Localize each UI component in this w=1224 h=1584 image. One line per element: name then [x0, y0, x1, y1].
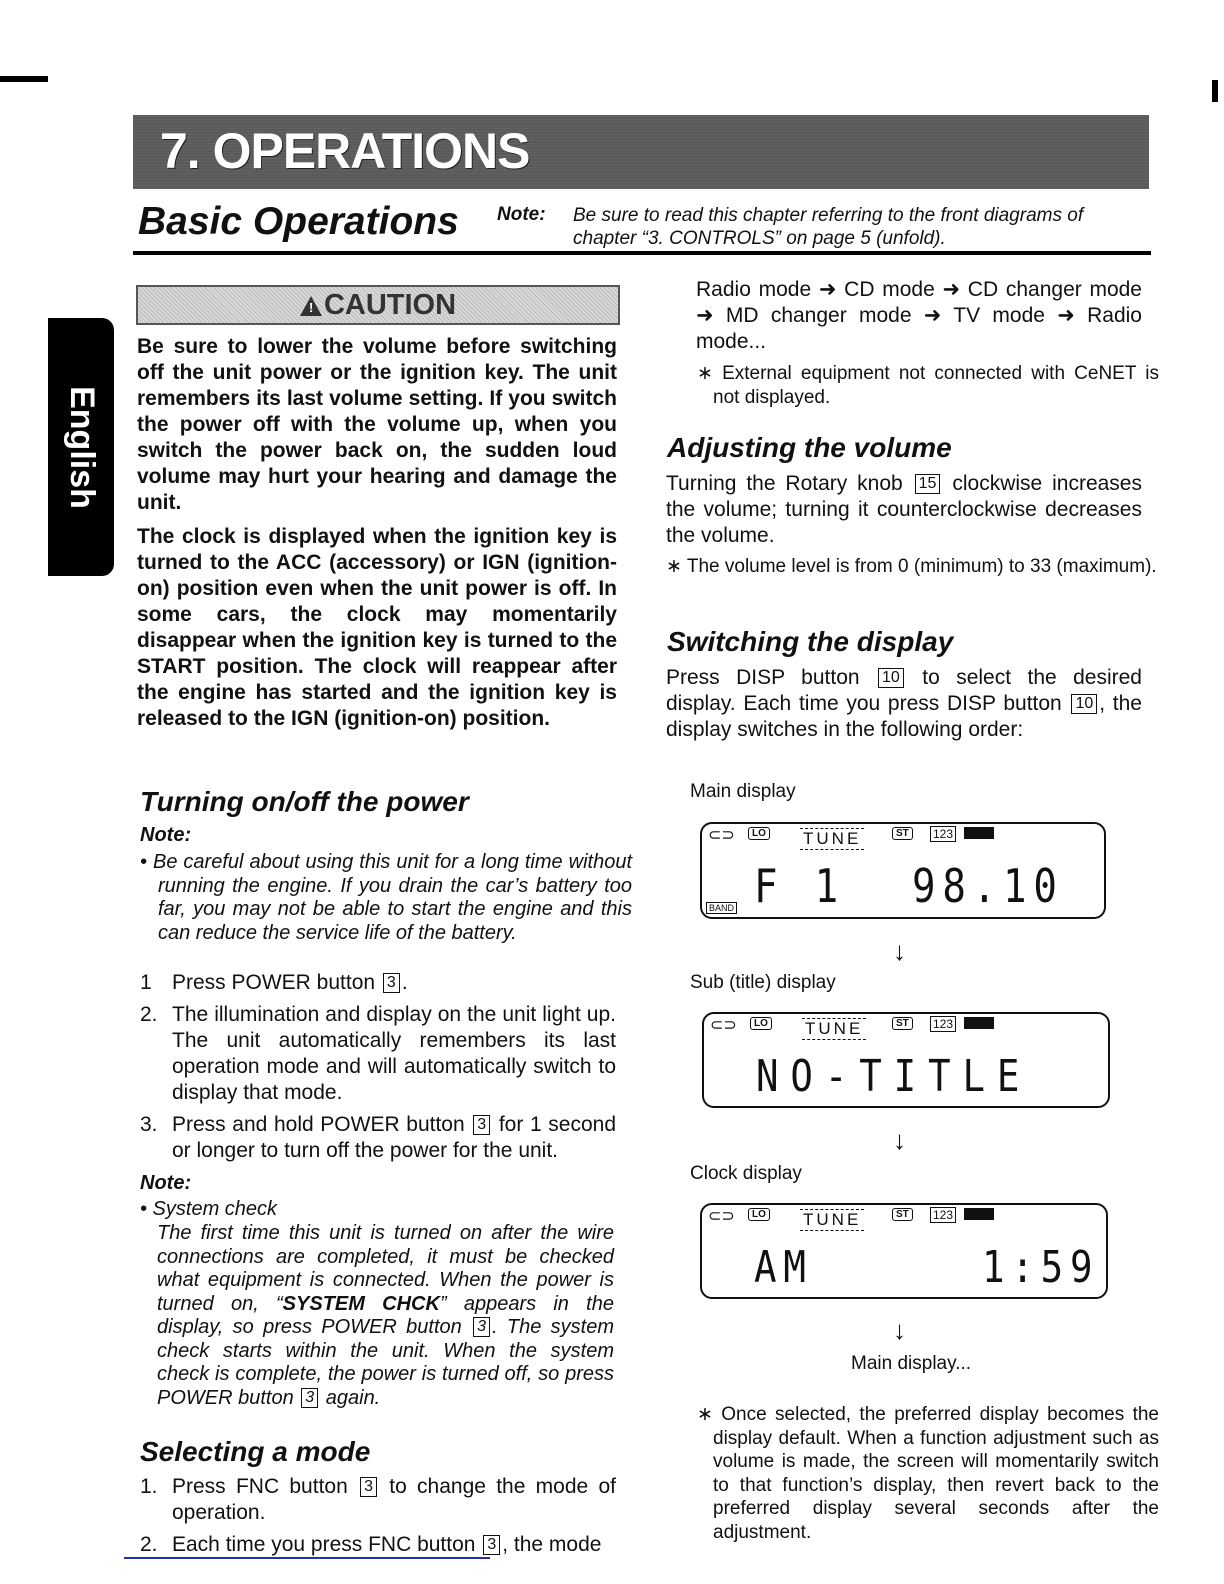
mode-steps: [140, 1474, 616, 1558]
clock-display-lcd: [700, 1203, 1108, 1299]
step-text: Press and hold POWER button: [172, 1113, 465, 1136]
step-text-cont: , the mode: [502, 1533, 602, 1556]
power-step-2: [140, 1002, 616, 1106]
mode-heading: Selecting a mode: [140, 1436, 371, 1467]
caution-paragraph-2: The clock is displayed when the ignition key is turned to the ACC (accessory) or IGN (ignition-on) position even when the unit power is off. In some cars, the clock may momentarily disappear when the ignition key is turned to the START position. The clock will reappear after the engine has started and the ignition key is released to the IGN (ignition-on) position.: [137, 525, 617, 730]
power-note2-bullet: • System check: [140, 1198, 278, 1220]
button-ref: 3: [360, 1477, 377, 1497]
mode-step-2: [140, 1532, 616, 1558]
signal-icon: [964, 827, 994, 839]
lcd-frequency-text: 98.10: [912, 859, 1064, 913]
button-ref: 3: [483, 1535, 500, 1555]
header-rule: [133, 251, 1151, 255]
step-text: Press POWER button: [172, 971, 376, 994]
lcd-ampm-text: AM: [754, 1242, 813, 1293]
main-display-end-label: Main display...: [851, 1353, 972, 1374]
step-number: 1.: [140, 1475, 158, 1498]
button-ref: 3: [383, 973, 400, 993]
display-text: [666, 665, 1142, 743]
step-text: Each time you press FNC button: [172, 1533, 476, 1556]
volume-text: [666, 471, 1142, 549]
mode-footnote: ∗ External equipment not connected with CeNET is not displayed.: [697, 363, 1159, 408]
mode-step-1: [140, 1474, 616, 1526]
power-step-1: 1 Press POWER button 3 .: [140, 971, 408, 994]
power-heading: Turning on/off the power: [140, 786, 469, 817]
button-ref: 10: [878, 668, 904, 688]
down-arrow-icon: ↓: [893, 1125, 906, 1155]
step-number: 2.: [140, 1003, 158, 1026]
header-note-text: [573, 204, 1153, 250]
power-note-label: Note:: [140, 824, 192, 846]
note-text: The first time this unit is turned on after the wire connections are completed, it must be checked what equipment is connected. When the power is turned on, “: [157, 1222, 614, 1315]
display-text-b: to select the desired display. Each time you press DISP button: [666, 666, 1142, 715]
stereo-icon: ST: [892, 1208, 913, 1221]
caution-title: CAUTION: [323, 288, 457, 321]
lo-icon: LO: [750, 1017, 772, 1030]
power-steps: [140, 970, 616, 1164]
disc-icon: ⊂⊃: [708, 1208, 735, 1225]
stereo-icon: ST: [892, 827, 913, 840]
footer-rule: [124, 1557, 490, 1559]
power-step-3: [140, 1112, 616, 1164]
warning-icon: !: [300, 296, 322, 316]
lcd-title-text: NO-TITLE: [756, 1051, 1032, 1102]
power-note2-label: Note:: [140, 1172, 192, 1194]
signal-icon: [964, 1017, 994, 1029]
step-text-cont: to change the mode of operation.: [172, 1475, 616, 1524]
language-tab-text: English: [62, 385, 101, 509]
button-ref: 3: [473, 1115, 490, 1135]
page-corner-mark: [1212, 80, 1218, 102]
sub-display-label: Sub (title) display: [690, 972, 836, 993]
mode-sequence: Radio mode ➜ CD mode ➜ CD changer mode ➜ MD changer mode ➜ TV mode ➜ Radio mode...: [696, 278, 1142, 353]
main-display-label: Main display: [690, 781, 796, 802]
stereo-icon: ST: [892, 1017, 913, 1030]
disc-icon: ⊂⊃: [708, 827, 735, 844]
step-number: 2.: [140, 1533, 158, 1556]
volume-heading: Adjusting the volume: [667, 432, 952, 463]
power-note-bullet: • Be careful about using this unit for a long time without running the engine. If you drain the car’s battery too far, you may not be able to start the engine and this can reduce the service life of the battery.: [140, 851, 632, 944]
caution-paragraph-1: Be sure to lower the volume before switching off the unit power or the ignition key. The unit remembers its last volume setting. If you switch the power off with the volume up, when you switch the power back on, the sudden loud volume may hurt your hearing and damage the unit.: [137, 335, 617, 514]
band-icon: BAND: [706, 902, 737, 914]
header-note-line-2: chapter “3. CONTROLS” on page 5 (unfold).: [573, 228, 946, 249]
preset-icon: 123: [930, 1207, 956, 1223]
button-ref: 3: [473, 1317, 490, 1337]
note-bold: SYSTEM CHCK: [282, 1292, 440, 1315]
step-text-cont: for 1 second or longer to turn off the power for the unit.: [172, 1113, 617, 1162]
tune-indicator: TUNE: [802, 1018, 866, 1040]
disc-icon: ⊂⊃: [710, 1017, 737, 1034]
down-arrow-icon: ↓: [893, 936, 906, 966]
step-number: 3.: [140, 1113, 158, 1136]
caution-box: [136, 285, 620, 325]
signal-icon: [964, 1208, 994, 1220]
knob-ref: 15: [915, 474, 941, 494]
lcd-clock-text: 1:59: [982, 1242, 1100, 1293]
section-title: Basic Operations: [138, 200, 459, 243]
lo-icon: LO: [748, 827, 770, 840]
page-edge-mark: [0, 76, 48, 82]
step-text: Press FNC button: [172, 1475, 348, 1498]
chapter-title: 7. OPERATIONS: [160, 123, 530, 179]
step-number: 1: [140, 971, 152, 994]
preset-icon: 123: [930, 1016, 956, 1032]
tune-indicator: TUNE: [800, 828, 864, 850]
lo-icon: LO: [748, 1208, 770, 1221]
main-display-lcd: [700, 822, 1106, 919]
sub-display-lcd: [702, 1012, 1110, 1108]
display-text-c: , the display switches in the following order:: [666, 692, 1142, 741]
display-footnote: ∗ Once selected, the preferred display becomes the display default. When a function adjustment such as volume is made, the screen will momentarily switch to that function’s display, then revert back to the preferred display several seconds after the adjustment.: [697, 1404, 1159, 1543]
volume-text-a: Turning the Rotary knob: [666, 472, 903, 495]
button-ref: 10: [1071, 694, 1097, 714]
volume-text-b: clockwise increases the volume; turning it counterclockwise decreases the volume.: [666, 472, 1142, 547]
note-text: again.: [325, 1386, 381, 1409]
lcd-left-text: F 1: [754, 859, 846, 913]
power-note2-text: [157, 1222, 614, 1410]
preset-icon: 123: [930, 826, 956, 842]
clock-display-label: Clock display: [690, 1163, 802, 1184]
note-text: ” appears in the display, so press POWER button: [157, 1292, 614, 1338]
down-arrow-icon: ↓: [893, 1315, 906, 1345]
button-ref: 3: [301, 1388, 318, 1408]
header-note-line-1: Be sure to read this chapter referring to the front diagrams of: [573, 205, 1084, 226]
language-tab-label: [48, 318, 114, 576]
note-text: . The system check starts within the unit. When the system check is complete, the power is turned off, so press POWER button: [157, 1316, 615, 1409]
header-note-label: Note:: [497, 204, 546, 225]
display-text-a: Press DISP button: [666, 666, 860, 689]
tune-indicator: TUNE: [800, 1209, 864, 1231]
step-text: The illumination and display on the unit light up. The unit automatically remembers its last operation mode and will automatically switch to display that mode.: [172, 1003, 616, 1104]
volume-footnote: ∗ The volume level is from 0 (minimum) to 33 (maximum).: [666, 556, 1157, 577]
display-heading: Switching the display: [667, 626, 954, 657]
